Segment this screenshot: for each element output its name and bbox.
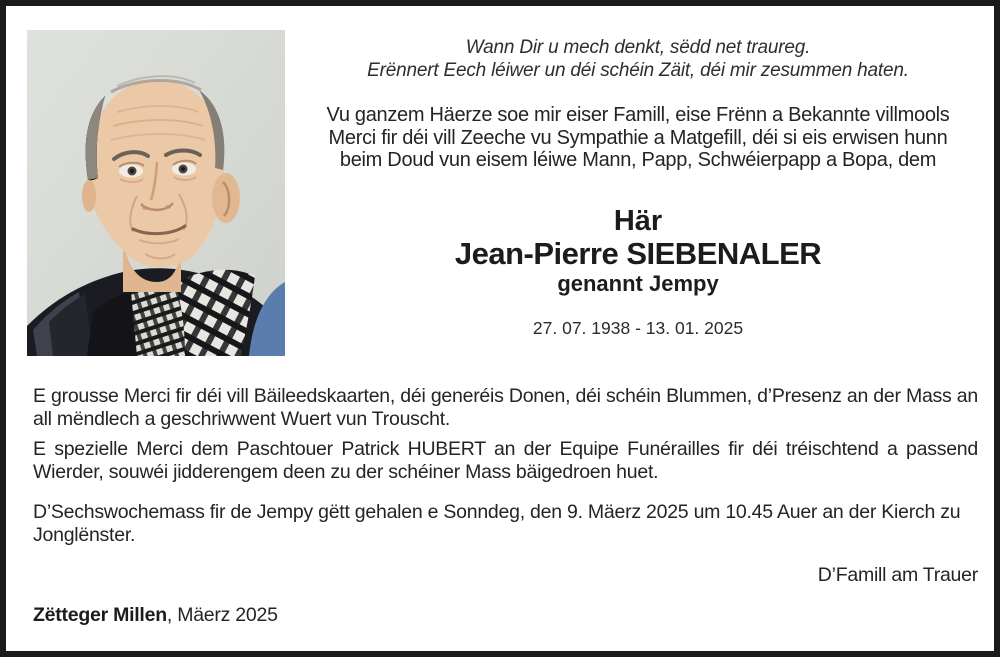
thanks-paragraph-1: E grousse Merci fir déi vill Bäileedskaarten, déi generéis Donen, déi schéin Blummen, d’Presenz an der Mass an all mëndlech a geschriwwent Wuert vun Trouscht. xyxy=(33,385,978,430)
closing-family: D’Famill am Trauer xyxy=(817,564,978,586)
epigraph-line-2: Erënnert Eech léiwer un déi schéin Zäit, déi mir zesummen haten. xyxy=(367,60,909,81)
place-date-line xyxy=(33,604,978,627)
life-dates: 27. 07. 1938 - 13. 01. 2025 xyxy=(532,317,744,338)
deceased-title: Här xyxy=(613,204,663,237)
deceased-nickname: genannt Jempy xyxy=(557,270,719,296)
epigraph xyxy=(304,36,972,82)
portrait-illustration xyxy=(27,30,285,356)
deceased-name: Jean-Pierre SIEBENALER xyxy=(454,235,822,271)
mass-announcement: D’Sechswochemass fir de Jempy gëtt gehalen e Sonndeg, den 9. Mäerz 2025 um 10.45 Auer an der Kierch zu Jonglënster. xyxy=(33,501,961,546)
portrait-photo xyxy=(27,30,285,356)
thanks-paragraph-2: E spezielle Merci dem Paschtouer Patrick HUBERT an der Equipe Funérailles fir déi tréischtend a passend Wierder, souwéi jidderengem deen zu der schéiner Mass bäigedroen huet. xyxy=(33,438,978,483)
place-name: Zëtteger Millen xyxy=(33,604,167,626)
place-date-suffix: , Mäerz 2025 xyxy=(166,604,278,626)
memorial-text-column xyxy=(304,30,972,339)
thanks-intro: Vu ganzem Häerze soe mir eiser Famill, eise Frënn a Bekannte villmools Merci fir déi vill Zeeche vu Sympathie a Matgefill, déi si eis erwisen hunn beim Doud vun eisem léiwe Mann, Papp, Schwéierpapp a Bopa, dem xyxy=(326,104,950,171)
body-text xyxy=(33,385,978,627)
epigraph-line-1: Wann Dir u mech denkt, sëdd net traureg. xyxy=(465,37,811,58)
